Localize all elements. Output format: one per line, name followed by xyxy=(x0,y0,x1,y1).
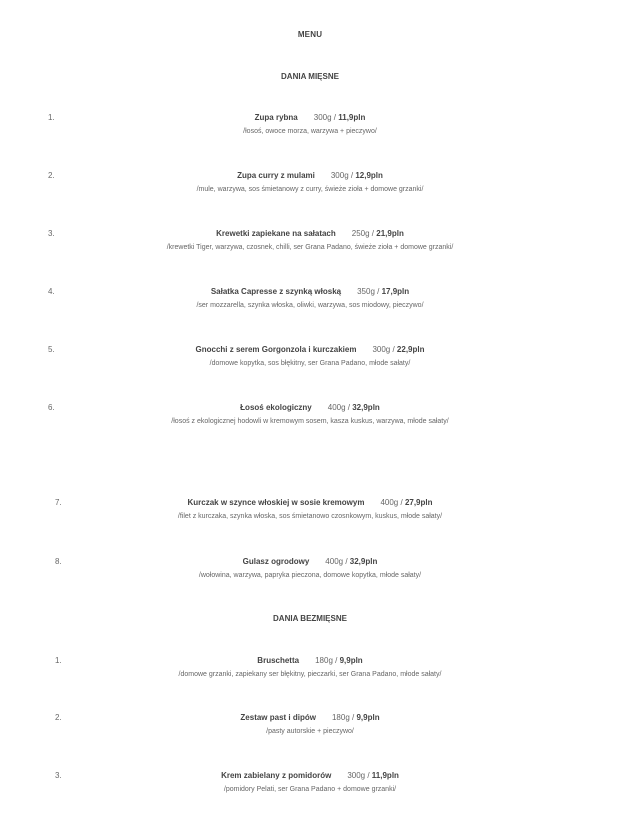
item-heading xyxy=(0,287,620,296)
item-description: /domowe kopytka, sos błękitny, ser Grana Padano, młode sałaty/ xyxy=(209,360,411,367)
menu-item xyxy=(0,171,620,205)
item-name: Krewetki zapiekane na sałatach xyxy=(216,229,336,238)
menu-item xyxy=(0,345,620,379)
item-description: /domowe grzanki, zapiekany ser błękitny, pieczarki, ser Grana Padano, młode sałaty/ xyxy=(178,671,442,678)
item-description: /wołowina, warzywa, papryka pieczona, domowe kopytka, młode sałaty/ xyxy=(198,572,422,579)
menu-item xyxy=(0,771,620,805)
item-name: Sałatka Capresse z szynką włoską xyxy=(210,287,342,296)
menu-item xyxy=(0,557,620,591)
item-heading xyxy=(0,345,620,354)
item-weight: 350g / xyxy=(357,287,380,296)
item-heading xyxy=(0,713,620,722)
item-number: 1. xyxy=(55,656,62,665)
item-price: 12,9pln xyxy=(355,171,383,180)
item-name: Gulasz ogrodowy xyxy=(242,557,310,566)
item-weight: 180g / xyxy=(315,656,338,665)
item-weight: 400g / xyxy=(327,403,350,412)
item-number: 2. xyxy=(48,171,55,180)
item-heading xyxy=(0,113,620,122)
item-weight: 400g / xyxy=(325,557,348,566)
item-weight: 180g / xyxy=(331,713,355,722)
item-name: Bruschetta xyxy=(257,656,300,665)
menu-title: MENU xyxy=(297,30,323,39)
item-weight: 300g / xyxy=(372,345,395,354)
item-heading xyxy=(0,557,620,566)
item-number: 6. xyxy=(48,403,55,412)
item-number: 3. xyxy=(55,771,62,780)
item-price: 21,9pln xyxy=(376,229,404,238)
item-name: Zupa rybna xyxy=(254,113,298,122)
item-description: /pasty autorskie + pieczywo/ xyxy=(266,728,354,735)
item-heading xyxy=(0,403,620,412)
item-number: 1. xyxy=(48,113,55,122)
item-number: 2. xyxy=(55,713,62,722)
item-weight: 400g / xyxy=(380,498,403,507)
item-price: 32,9pln xyxy=(352,403,380,412)
item-heading xyxy=(0,771,620,780)
item-number: 8. xyxy=(55,557,62,566)
item-weight: 300g / xyxy=(347,771,370,780)
item-heading xyxy=(0,229,620,238)
item-price: 27,9pln xyxy=(404,498,433,507)
item-weight: 300g / xyxy=(313,113,336,122)
section-title-vegetarian: DANIA BEZMIĘSNE xyxy=(273,614,347,623)
menu-item xyxy=(0,113,620,147)
item-number: 7. xyxy=(55,498,62,507)
item-name: Łosoś ekologiczny xyxy=(240,403,312,412)
menu-item xyxy=(0,403,620,437)
item-description: /łosoś, owoce morza, warzywa + pieczywo/ xyxy=(243,128,377,135)
menu-item xyxy=(0,229,620,263)
menu-item xyxy=(0,287,620,321)
item-heading xyxy=(0,656,620,665)
item-description: /mule, warzywa, sos śmietanowy z curry, świeże zioła + domowe grzanki/ xyxy=(196,186,424,193)
item-number: 5. xyxy=(48,345,55,354)
item-price: 9,9pln xyxy=(356,713,380,722)
item-description: /filet z kurczaka, szynka włoska, sos śmietanowo czosnkowym, kuskus, młode sałaty/ xyxy=(177,513,443,520)
item-description: /pomidory Pelati, ser Grana Padano + domowe grzanki/ xyxy=(223,786,397,793)
item-name: Kurczak w szynce włoskiej w sosie kremowym xyxy=(187,498,365,507)
menu-item xyxy=(0,498,620,532)
item-name: Zupa curry z mulami xyxy=(237,171,315,180)
item-heading xyxy=(0,171,620,180)
item-price: 11,9pln xyxy=(338,113,366,122)
menu-item xyxy=(0,656,620,690)
item-heading xyxy=(0,498,620,507)
item-number: 3. xyxy=(48,229,55,238)
item-description: /ser mozzarella, szynka włoska, oliwki, warzywa, sos miodowy, pieczywo/ xyxy=(196,302,424,309)
section-title-meat: DANIA MIĘSNE xyxy=(281,72,339,81)
item-price: 9,9pln xyxy=(339,656,363,665)
item-number: 4. xyxy=(48,287,55,296)
item-weight: 300g / xyxy=(330,171,354,180)
item-name: Gnocchi z serem Gorgonzola i kurczakiem xyxy=(195,345,357,354)
item-description: /krewetki Tiger, warzywa, czosnek, chilli, ser Grana Padano, świeże zioła + domowe grzanki/ xyxy=(166,244,454,251)
item-price: 11,9pln xyxy=(371,771,399,780)
menu-item xyxy=(0,713,620,747)
item-weight: 250g / xyxy=(351,229,375,238)
item-description: /łosoś z ekologicznej hodowli w kremowym sosem, kasza kuskus, warzywa, młode sałaty/ xyxy=(171,418,449,425)
item-name: Krem zabielany z pomidorów xyxy=(221,771,332,780)
item-price: 17,9pln xyxy=(381,287,410,296)
item-price: 22,9pln xyxy=(396,345,425,354)
item-price: 32,9pln xyxy=(349,557,378,566)
item-name: Zestaw past i dipów xyxy=(240,713,316,722)
